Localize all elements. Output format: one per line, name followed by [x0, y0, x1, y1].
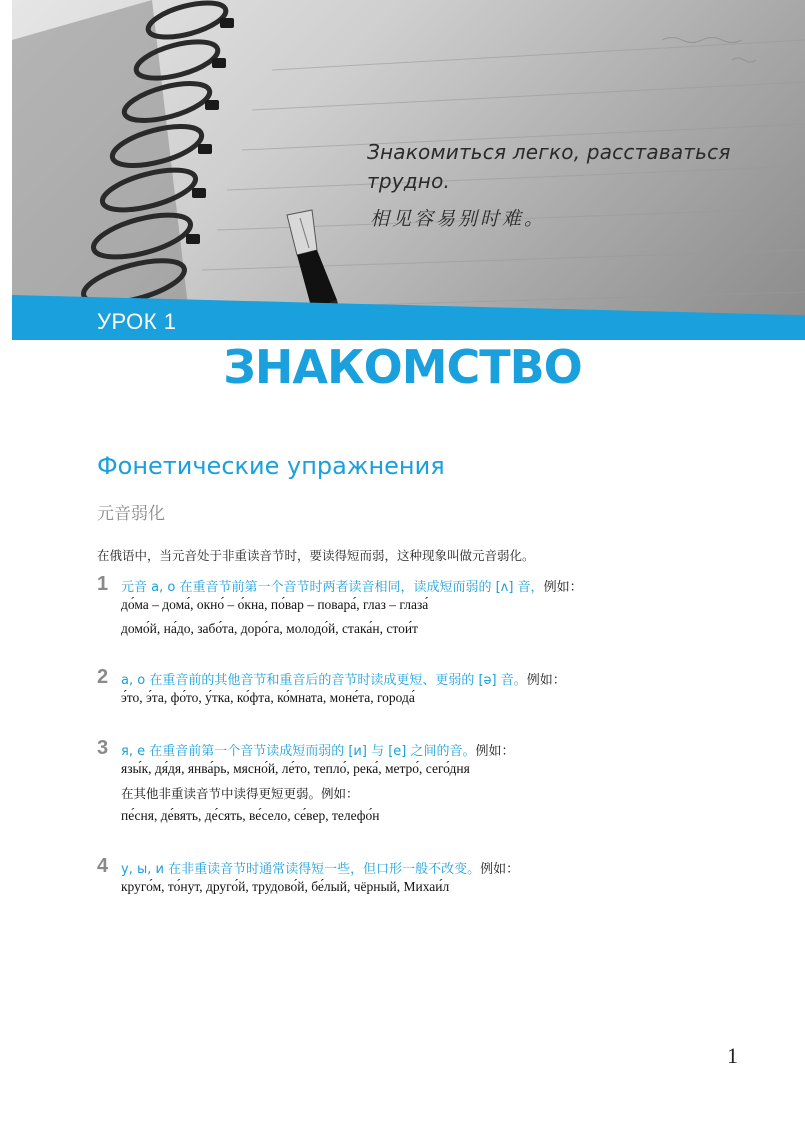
item-example: 在其他非重读音节中读得更短更弱。例如：	[121, 786, 359, 801]
header-photo	[12, 0, 805, 340]
lesson-title: ЗНАКОМСТВО	[223, 340, 582, 394]
item-number: 3	[97, 737, 109, 759]
item-rule: у, ы, и 在非重读音节时通常读得短一些，但口形一般不改变。例如：	[121, 862, 520, 877]
item-number: 4	[97, 855, 109, 877]
item-example: круго́м, то́нут, друго́й, трудово́й, бе́лый, чёрный, Михаи́л	[121, 879, 450, 894]
item-example: домо́й, на́до, забо́та, доро́га, молодо́й, стака́н, стои́т	[121, 621, 418, 636]
lesson-label: УРОК 1	[97, 309, 177, 334]
section-title: Фонетические упражнения	[97, 452, 445, 480]
item-example: язы́к, дя́дя, янва́рь, мясно́й, ле́то, тепло́, река́, метро́, сего́дня	[121, 761, 470, 776]
item-example: до́ма – дома́, окно́ – о́кна, по́вар – повара́, глаз – глаза́	[121, 597, 429, 612]
item-number: 1	[97, 573, 109, 595]
item-rule: я, е 在重音前第一个音节读成短而弱的 [и] 与 [е] 之间的音。例如：	[121, 744, 515, 759]
item-rule: 元音 а, о 在重音节前第一个音节时两者读音相同，读成短而弱的 [ʌ] 音，例如：	[121, 580, 583, 595]
item-example: пе́сня, де́вять, де́сять, ве́село, се́вер, телефо́н	[121, 808, 380, 823]
epigraph-chinese: 相见容易别时难。	[370, 208, 547, 230]
intro-paragraph: 在俄语中，当元音处于非重读音节时，要读得短而弱，这种现象叫做元音弱化。	[97, 548, 535, 563]
item-rule: а, о 在重音前的其他音节和重音后的音节时读成更短、更弱的 [ə] 音。例如：	[121, 673, 566, 688]
item-number: 2	[97, 666, 109, 688]
epigraph-russian: Знакомиться легко, расставаться трудно.	[367, 140, 731, 193]
section-subtitle: 元音弱化	[97, 504, 165, 524]
item-example: э́то, э́та, фо́то, у́тка, ко́фта, ко́мната, моне́та, города́	[121, 690, 415, 705]
page-number: 1	[727, 1043, 738, 1068]
